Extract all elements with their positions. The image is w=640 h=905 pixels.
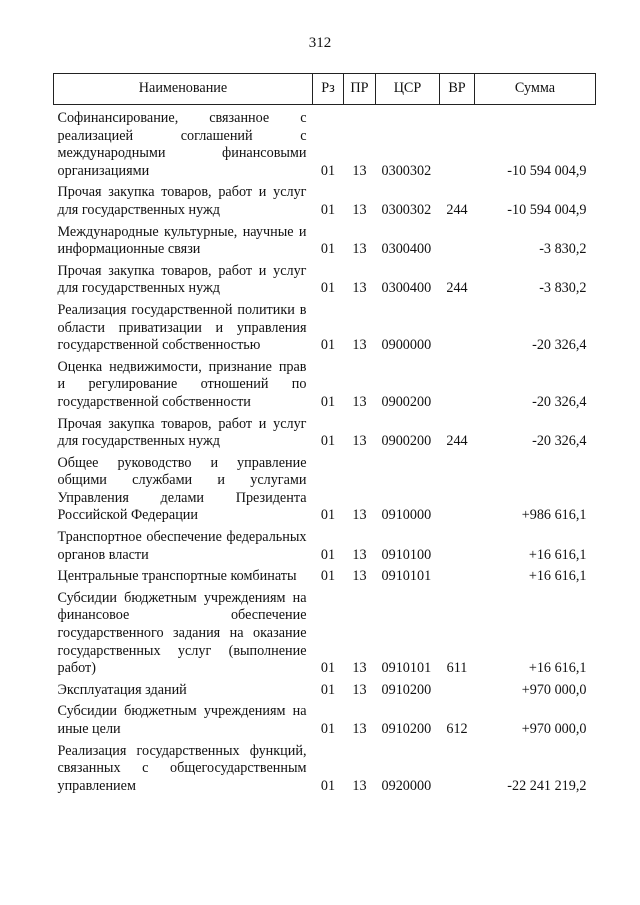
row-vr (440, 682, 475, 704)
row-vr (440, 455, 475, 529)
row-sum: +970 000,0 (521, 721, 587, 737)
row-pr: 13 (352, 507, 367, 524)
budget-table (53, 73, 596, 799)
header-csr: ЦСР (376, 74, 440, 105)
row-name: Оценка недвижимости, признание прав и регулирование отношений по государственной собственности (57, 358, 307, 410)
row-name: Прочая закупка товаров, работ и услуг для государственных нужд (57, 184, 307, 218)
header-sum: Сумма (475, 74, 596, 105)
row-sum: -3 830,2 (539, 280, 587, 297)
row-csr: 0910100 (381, 546, 432, 563)
row-sum: +16 616,1 (528, 546, 587, 563)
header-vr: ВР (440, 74, 475, 105)
row-rz: 01 (320, 162, 336, 179)
row-vr: 244 (446, 433, 468, 450)
row-name: Субсидии бюджетным учреждениям на иные цели (57, 703, 307, 737)
row-rz: 01 (320, 241, 336, 258)
row-sum: -3 830,2 (539, 241, 587, 258)
row-pr: 13 (352, 280, 367, 297)
row-pr: 13 (352, 721, 367, 737)
row-vr: 244 (446, 280, 468, 297)
row-sum: -20 326,4 (532, 337, 587, 354)
row-vr (440, 743, 475, 800)
table-row (54, 224, 596, 263)
row-name: Центральные транспортные комбинаты (57, 568, 297, 585)
row-pr: 13 (352, 681, 367, 698)
row-pr: 13 (352, 546, 367, 563)
row-rz: 01 (320, 721, 336, 737)
row-rz: 01 (320, 507, 336, 524)
row-name: Эксплуатация зданий (57, 681, 187, 698)
row-name: Софинансирование, связанное с реализацией соглашений с международными финансовыми организациями (57, 110, 307, 179)
row-csr: 0910101 (381, 660, 432, 677)
row-sum: +16 616,1 (528, 660, 587, 677)
row-rz: 01 (320, 681, 336, 698)
row-vr (440, 568, 475, 590)
table-row (54, 105, 596, 185)
table-row (54, 263, 596, 302)
row-name: Общее руководство и управление общими службами и услугами Управления делами Президента Российской Федерации (57, 454, 307, 524)
table-header-row (54, 74, 596, 105)
row-pr: 13 (352, 241, 367, 258)
row-vr (440, 224, 475, 263)
row-csr: 0900200 (381, 393, 432, 410)
row-pr: 13 (352, 162, 367, 179)
row-name: Прочая закупка товаров, работ и услуг для государственных нужд (57, 262, 307, 297)
row-rz: 01 (320, 393, 336, 410)
header-rz: Рз (313, 74, 344, 105)
row-name: Транспортное обеспечение федеральных органов власти (57, 529, 307, 563)
row-rz: 01 (320, 660, 336, 677)
row-vr: 611 (446, 660, 468, 677)
table-row (54, 359, 596, 416)
row-pr: 13 (352, 433, 367, 450)
row-rz: 01 (320, 337, 336, 354)
row-csr: 0910200 (381, 681, 432, 698)
table-row (54, 703, 596, 742)
row-pr: 13 (352, 337, 367, 354)
header-pr: ПР (344, 74, 376, 105)
row-vr (440, 302, 475, 359)
row-csr: 0900000 (381, 337, 432, 354)
row-pr: 13 (352, 393, 367, 410)
row-sum: -10 594 004,9 (507, 162, 587, 179)
table-row (54, 682, 596, 704)
row-csr: 0920000 (381, 777, 432, 794)
row-csr: 0300302 (381, 201, 432, 218)
row-sum: +16 616,1 (528, 568, 587, 585)
row-csr: 0910101 (381, 568, 432, 585)
row-name: Субсидии бюджетным учреждениям на финансовое обеспечение государственного задания на оказание государственных услуг (выполнение работ) (57, 589, 307, 677)
row-sum: -20 326,4 (532, 393, 587, 410)
row-pr: 13 (352, 201, 367, 218)
row-rz: 01 (320, 280, 336, 297)
row-rz: 01 (320, 777, 336, 794)
table-row (54, 590, 596, 682)
row-vr: 244 (446, 201, 468, 218)
row-vr (440, 359, 475, 416)
row-sum: -10 594 004,9 (507, 201, 587, 218)
row-sum: -22 241 219,2 (507, 777, 587, 794)
row-vr (440, 529, 475, 568)
row-pr: 13 (352, 568, 367, 585)
table-row (54, 416, 596, 455)
row-csr: 0300302 (381, 162, 432, 179)
table-row (54, 455, 596, 529)
table-row (54, 568, 596, 590)
row-csr: 0300400 (381, 280, 432, 297)
row-rz: 01 (320, 546, 336, 563)
page-number: 312 (308, 35, 332, 51)
row-name: Реализация государственных функций, связанных с общегосударственным управлением (57, 742, 307, 794)
row-vr (440, 105, 475, 185)
row-vr: 612 (446, 721, 468, 737)
table-body (54, 105, 596, 800)
row-name: Международные культурные, научные и информационные связи (57, 223, 307, 258)
table-row (54, 184, 596, 223)
row-pr: 13 (352, 777, 367, 794)
row-pr: 13 (352, 660, 367, 677)
row-name: Реализация государственной политики в области приватизации и управления государственной собственностью (57, 301, 307, 354)
row-rz: 01 (320, 433, 336, 450)
header-name: Наименование (54, 74, 313, 105)
row-rz: 01 (320, 568, 336, 585)
row-csr: 0910000 (381, 507, 432, 524)
row-csr: 0900200 (381, 433, 432, 450)
row-csr: 0910200 (381, 721, 432, 737)
table-row (54, 529, 596, 568)
table-row (54, 743, 596, 800)
row-rz: 01 (320, 201, 336, 218)
row-sum: -20 326,4 (532, 433, 587, 450)
row-name: Прочая закупка товаров, работ и услуг для государственных нужд (57, 415, 307, 450)
row-csr: 0300400 (381, 241, 432, 258)
row-sum: +970 000,0 (521, 681, 587, 698)
table-row (54, 302, 596, 359)
row-sum: +986 616,1 (521, 507, 587, 524)
